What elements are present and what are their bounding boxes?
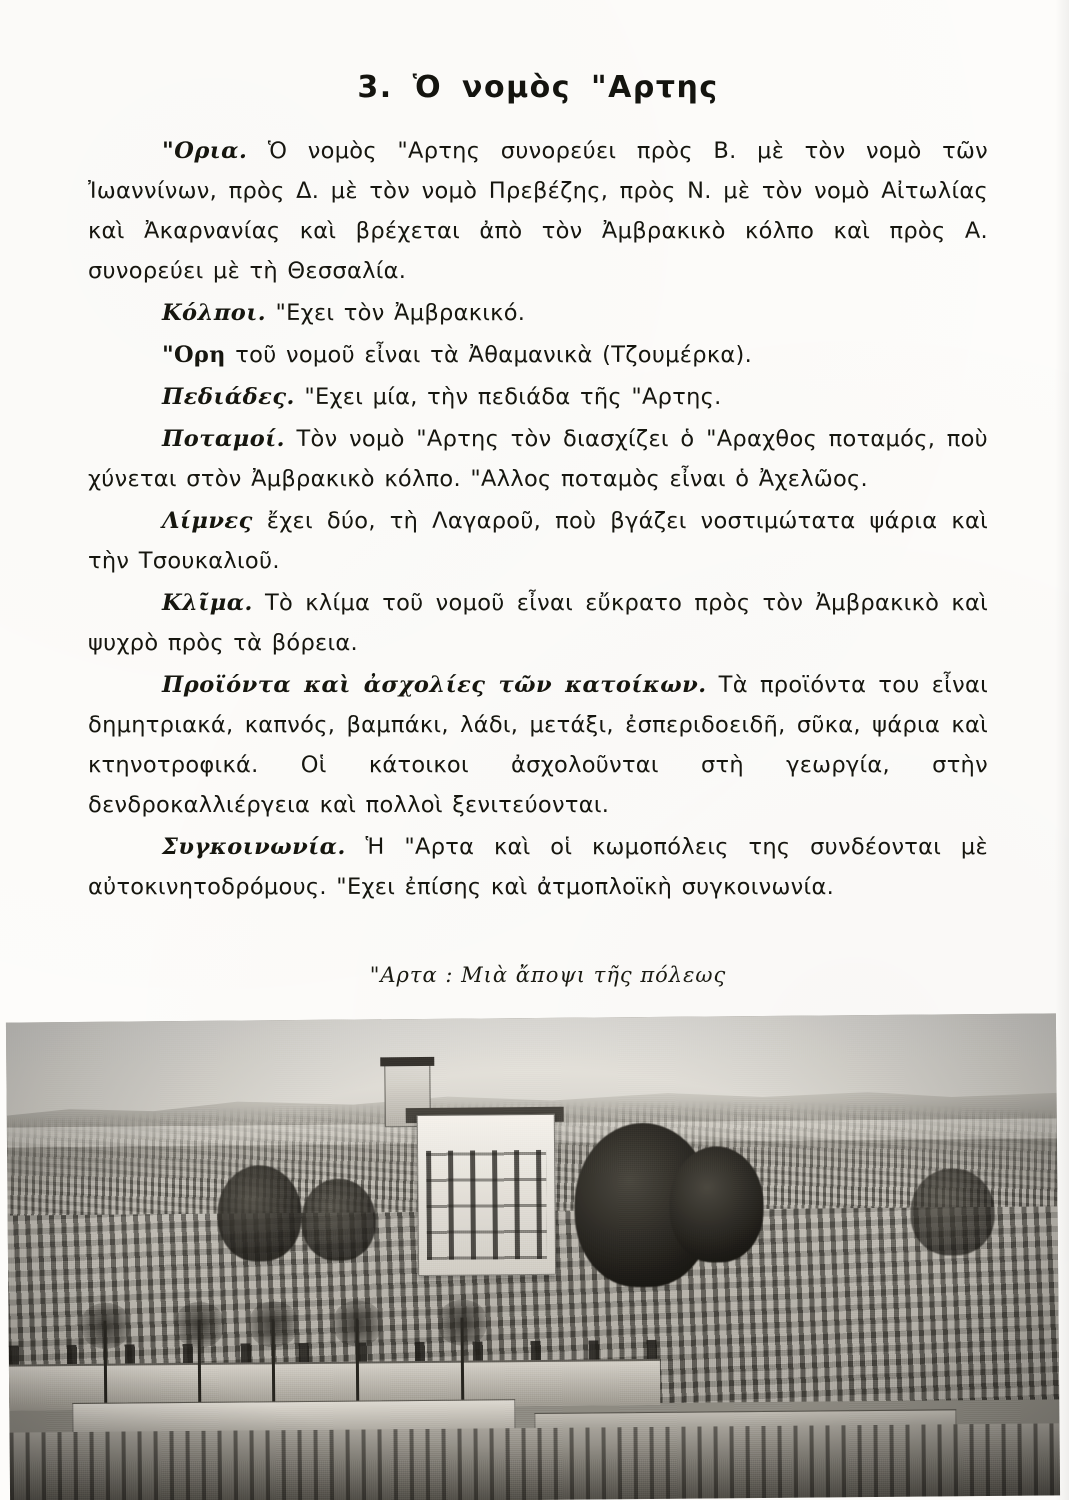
paragraph-plains [88,377,988,417]
photo-image [6,1013,1060,1500]
paragraph-mountains [88,335,988,375]
paragraph-body: "Εχει τὸν Ἀμβρακικό. [266,300,526,326]
paragraph-lead: "Ορη [162,342,226,368]
paragraph-lead: Συγκοινωνία. [162,834,346,860]
paragraph-lead: Προϊόντα καὶ ἀσχολίες τῶν κατοίκων. [162,672,707,698]
figure-photograph [0,1010,1069,1500]
paragraph-lead: Κόλποι. [162,300,267,326]
paragraph-transport [88,827,988,907]
paragraph-body: τοῦ νομοῦ εἶναι τὰ Ἀθαμανικὰ (Τζουμέρκα). [225,342,753,368]
page-edge-shadow [1055,0,1069,1500]
paragraph-body: Τὰ προϊόντα του εἶναι δημητριακά, καπνός, βαμπάκι, λάδι, μετάξι, ἐσπεριδοειδῆ, σῦκα, ψάρια καὶ κτηνοτροφικά. Οἱ κάτοικοι ἀσχολοῦνται στὴ γεωργία, στὴν δενδροκαλλιέργεια καὶ πολλοὶ ξενιτεύονται. [88,672,988,818]
paragraph-climate [88,583,988,663]
page-title: 3. Ὁ νομὸς "Αρτης [357,70,719,105]
paragraph-body: Ὁ νομὸς "Αρτης συνορεύει πρὸς Β. μὲ τὸν νομὸ τῶν Ἰωαννίνων, πρὸς Δ. μὲ τὸν νομὸ Πρεβέζης, πρὸς Ν. μὲ τὸν νομὸ Αἰτωλίας καὶ Ἀκαρνανίας καὶ βρέχεται ἀπὸ τὸν Ἀμβρακικὸ κόλπο καὶ πρὸς Α. συνορεύει μὲ τὴ Θεσσαλία. [88,138,988,284]
text-column [88,70,988,1008]
paragraph-lead: "Ορια. [162,138,248,164]
paragraph-gulfs [88,293,988,333]
paragraph-lakes [88,501,988,581]
paragraph-body: "Εχει μία, τὴν πεδιάδα τῆς "Αρτης. [294,384,722,410]
paragraph-body: Τὸν νομὸ "Αρτης τὸν διασχίζει ὁ "Αραχθος ποταμός, ποὺ χύνεται στὸν Ἀμβρακικὸ κόλπο. "Αλλος ποταμὸς εἶναι ὁ Ἀχελῶος. [88,426,988,492]
paragraph-boundaries [88,131,988,291]
paragraph-lead: Ποταμοί. [162,426,285,452]
paragraph-body: ἔχει δύο, τὴ Λαγαροῦ, ποὺ βγάζει νοστιμώτατα ψάρια καὶ τὴν Τσουκαλιοῦ. [88,508,988,574]
photo-vignette [6,1013,1060,1500]
paragraph-body: Τὸ κλίμα τοῦ νομοῦ εἶναι εὔκρατο πρὸς τὸν Ἀμβρακικὸ καὶ ψυχρὸ πρὸς τὰ βόρεια. [88,590,988,656]
paragraph-products [88,665,988,825]
paragraph-lead: Κλῖμα. [162,590,253,616]
figure-caption: "Αρτα : Μιὰ ἄποψι τῆς πόλεως [369,963,727,987]
paragraph-lead: Λίμνες [162,508,253,534]
paragraph-body: Ἡ "Αρτα καὶ οἱ κωμοπόλεις της συνδέονται μὲ αὐτοκινητοδρόμους. "Εχει ἐπίσης καὶ ἀτμοπλοϊκὴ συγκοινωνία. [88,834,988,900]
paragraph-lead: Πεδιάδες. [162,384,295,410]
paragraph-rivers [88,419,988,499]
